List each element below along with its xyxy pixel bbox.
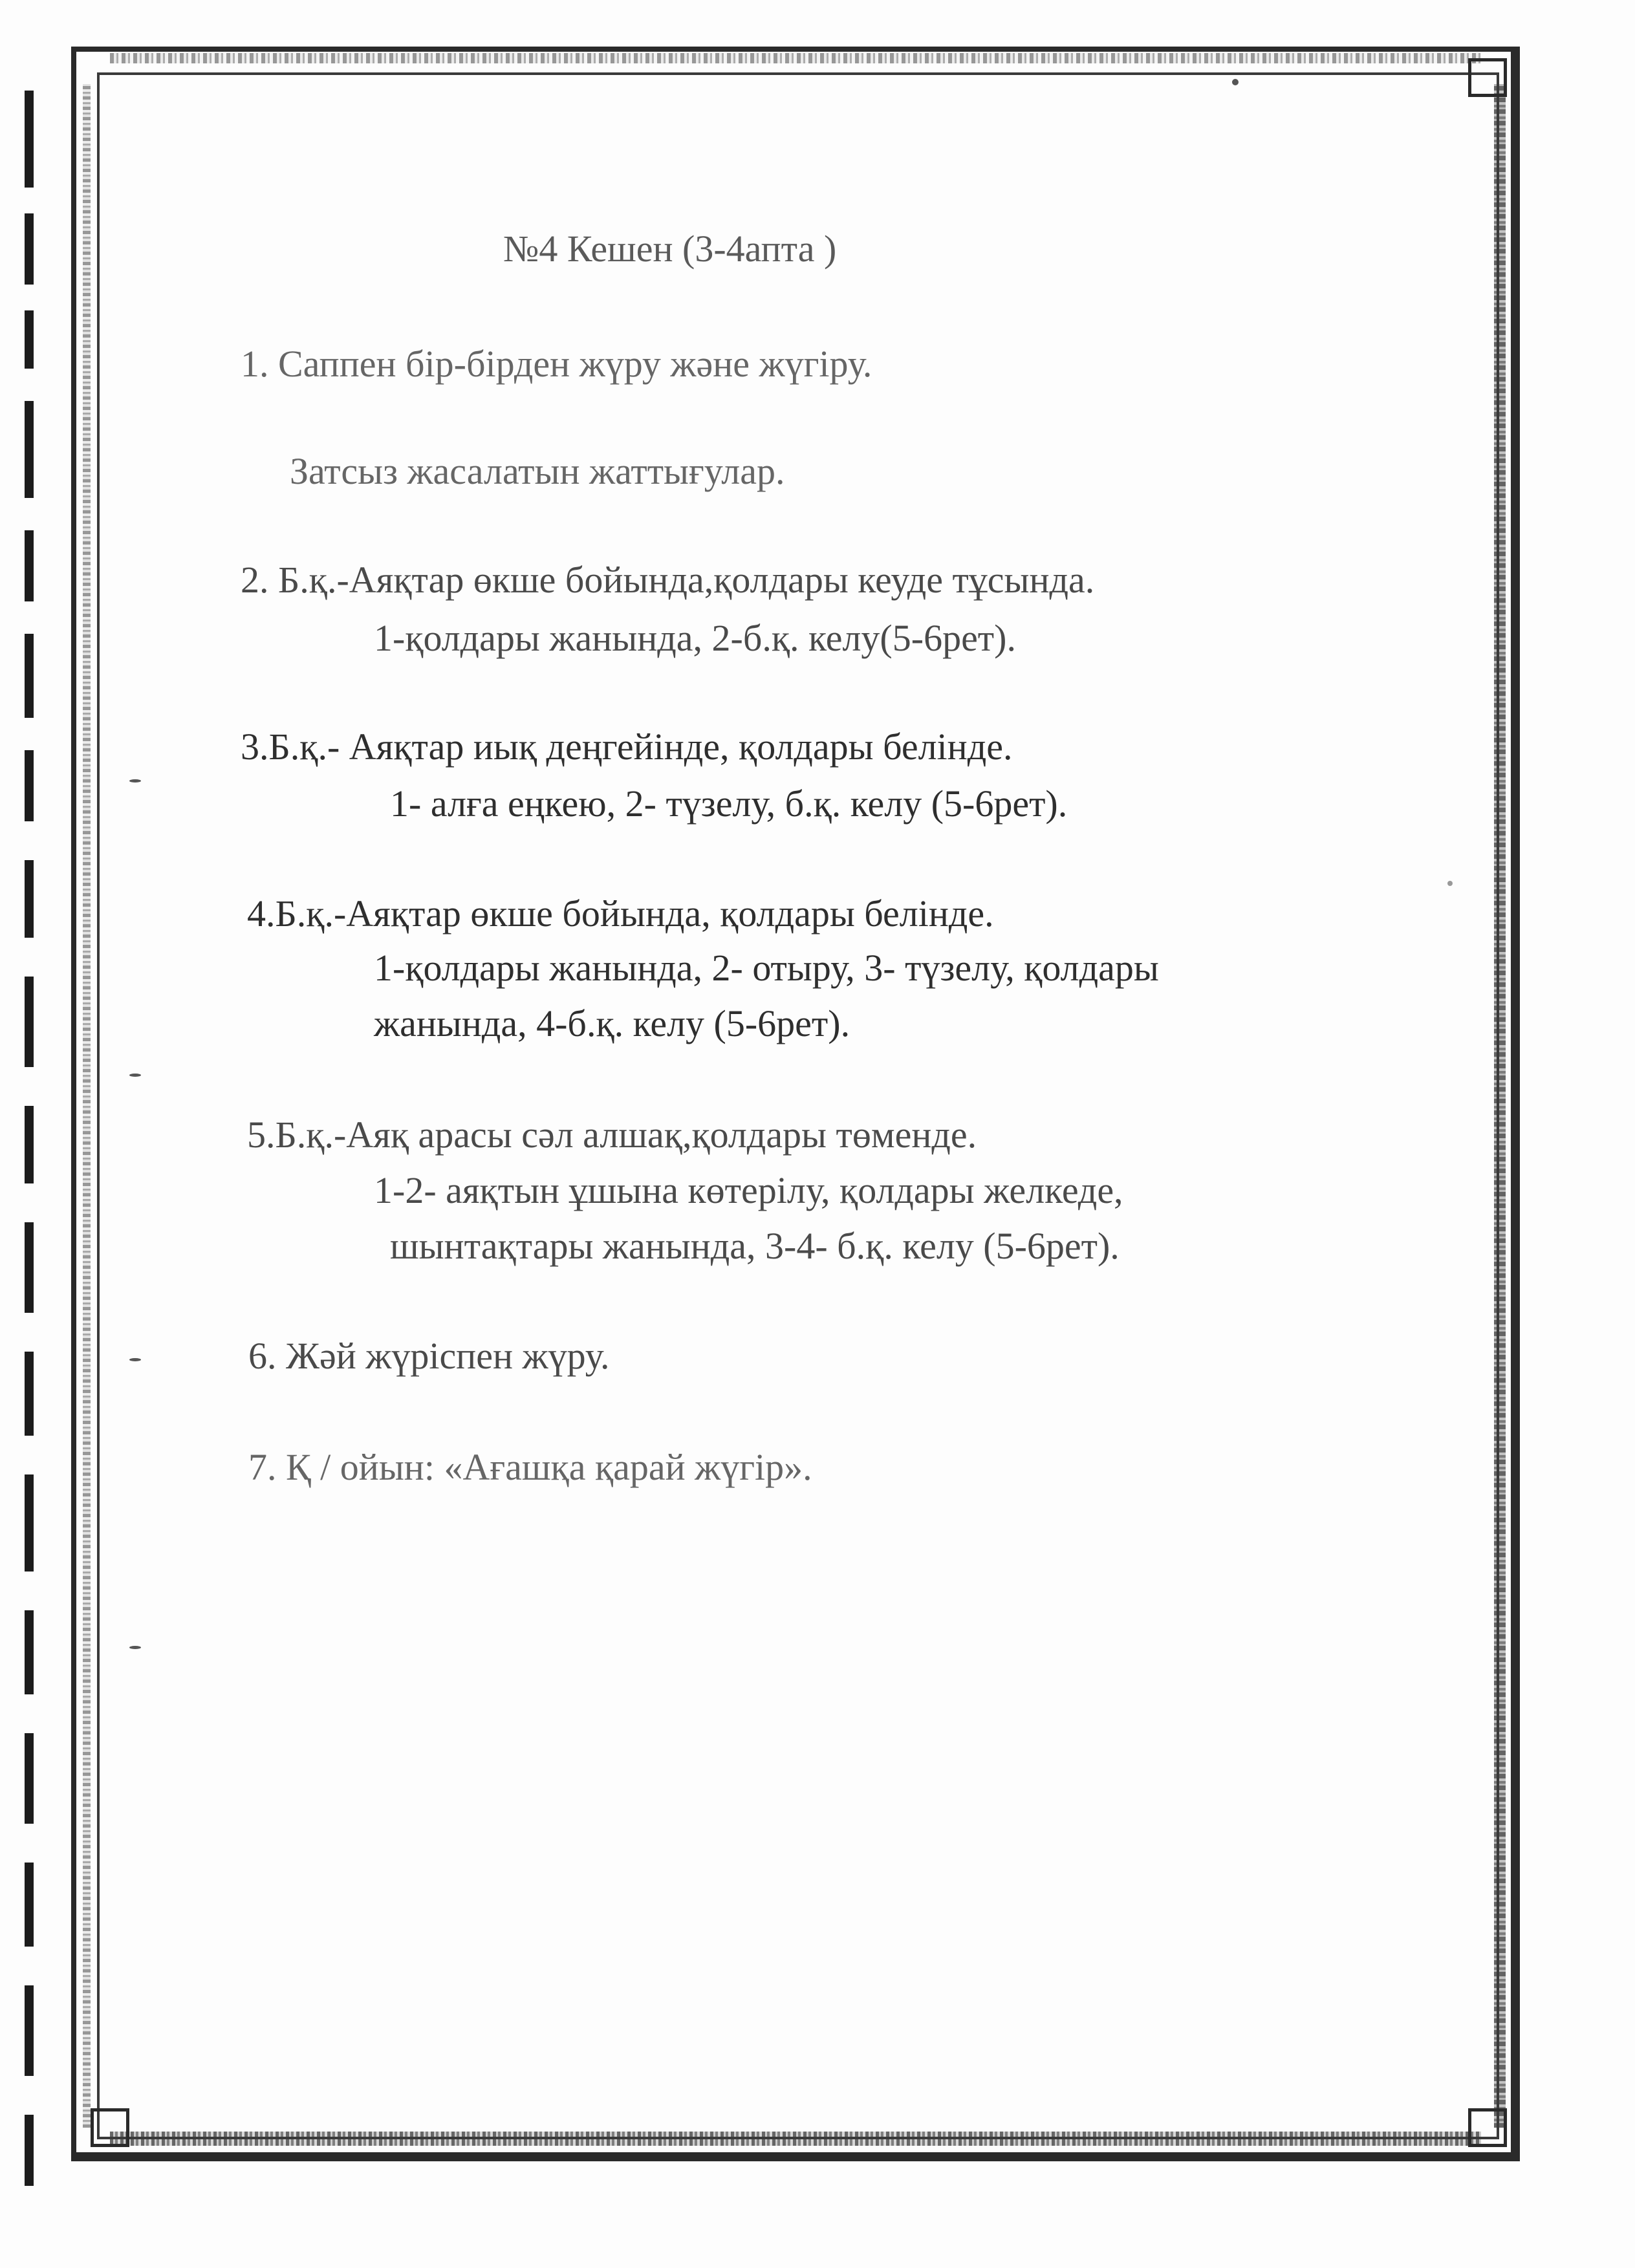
list-item: 6. Жәй жүріспен жүру. bbox=[248, 1335, 610, 1377]
list-item-detail: 1-қолдары жанында, 2-б.қ. келу(5-6рет). bbox=[374, 617, 1016, 659]
list-item-detail: 1- алға еңкею, 2- түзелу, б.қ. келу (5-6рет). bbox=[390, 783, 1068, 825]
list-item: 2. Б.қ.-Аяқтар өкше бойында,қолдары кеуде тұсында. bbox=[241, 559, 1095, 601]
list-item: 3.Б.қ.- Аяқтар иық деңгейінде, қолдары белінде. bbox=[241, 726, 1013, 768]
list-item: 4.Б.қ.-Аяқтар өкше бойында, қолдары белінде. bbox=[247, 892, 994, 934]
list-item-detail: жанында, 4-б.қ. келу (5-6рет). bbox=[374, 1002, 850, 1044]
list-item: 7. Қ / ойын: «Ағашқа қарай жүгір». bbox=[248, 1446, 812, 1488]
section-heading: Затсыз жасалатын жаттығулар. bbox=[290, 450, 785, 492]
page-title: №4 Кешен (3-4апта ) bbox=[503, 228, 837, 270]
list-item-detail: 1-2- аяқтын ұшына көтерілу, қолдары желкеде, bbox=[374, 1169, 1123, 1211]
list-item-detail: 1-қолдары жанында, 2- отыру, 3- түзелу, қолдары bbox=[374, 947, 1159, 989]
list-item: 1. Саппен бір-бірден жүру және жүгіру. bbox=[241, 343, 872, 385]
list-item-detail: шынтақтары жанында, 3-4- б.қ. келу (5-6рет). bbox=[390, 1225, 1120, 1267]
list-item: 5.Б.қ.-Аяқ арасы сәл алшақ,қолдары төменде. bbox=[247, 1114, 977, 1156]
